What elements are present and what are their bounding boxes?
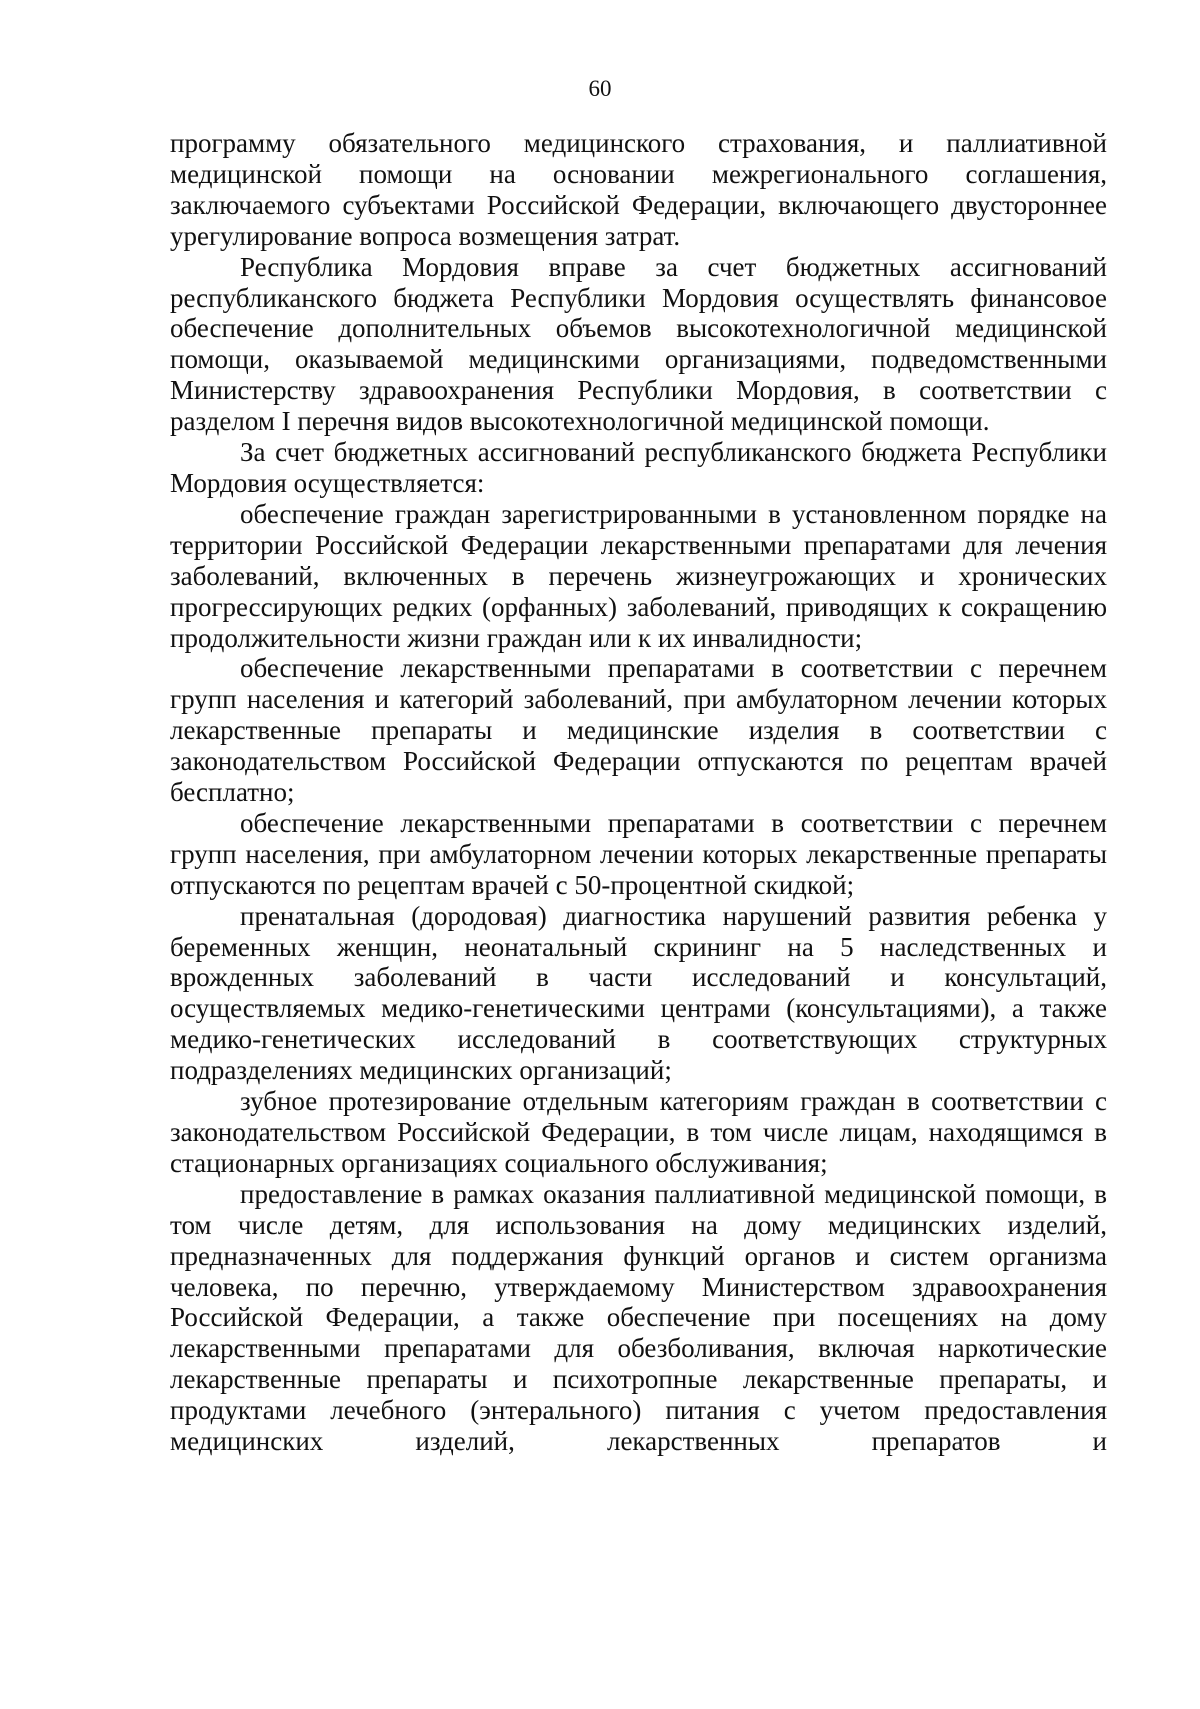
list-item-prenatal-diagnostics: пренатальная (дородовая) диагностика нарушений развития ребенка у беременных женщин, неонатальный скрининг на 5 наследственных и врожденных заболеваний в части исследований и консультаций, осуществляемых медико-генетическими центрами (консультациями), а также медико-генетических исследований в соответствующих структурных подразделениях медицинских организаций; (170, 900, 1107, 1086)
list-item-dental-prosthetics: зубное протезирование отдельным категориям граждан в соответствии с законодательством Российской Федерации, в том числе лицам, находящимся в стационарных организациях социального обслуживания; (170, 1086, 1107, 1178)
paragraph-budget-intro: За счет бюджетных ассигнований республиканского бюджета Республики Мордовия осуществляется: (170, 437, 1107, 498)
list-item-orphan-diseases: обеспечение граждан зарегистрированными в установленном порядке на территории Российской Федерации лекарственными препаратами для лечения заболеваний, включенных в перечень жизнеугрожающих и хронических прогрессирующих редких (орфанных) заболеваний, приводящих к сокращению продолжительности жизни граждан или к их инвалидности; (170, 498, 1107, 653)
paragraph-mordovia-financing: Республика Мордовия вправе за счет бюджетных ассигнований республиканского бюджета Республики Мордовия осуществлять финансовое обеспечение дополнительных объемов высокотехнологичной медицинской помощи, оказываемой медицинскими организациями, подведомственными Министерству здравоохранения Республики Мордовия, в соответствии с разделом I перечня видов высокотехнологичной медицинской помощи. (170, 251, 1107, 437)
list-item-free-medicines: обеспечение лекарственными препаратами в соответствии с перечнем групп населения и категорий заболеваний, при амбулаторном лечении которых лекарственные препараты и медицинские изделия в соответствии с законодательством Российской Федерации отпускаются по рецептам врачей бесплатно; (170, 653, 1107, 808)
paragraph-continuation: программу обязательного медицинского страхования, и паллиативной медицинской помощи на основании межрегионального соглашения, заключаемого субъектами Российской Федерации, включающего двустороннее урегулирование вопроса возмещения затрат. (170, 128, 1107, 251)
list-item-palliative-care: предоставление в рамках оказания паллиативной медицинской помощи, в том числе детям, для использования на дому медицинских изделий, предназначенных для поддержания функций органов и систем организма человека, по перечню, утверждаемому Министерством здравоохранения Российской Федерации, а также обеспечение при посещениях на дому лекарственными препаратами для обезболивания, включая наркотические лекарственные препараты и психотропные лекарственные препараты, и продуктами лечебного (энтерального) питания с учетом предоставления медицинских изделий, лекарственных препаратов и (170, 1178, 1107, 1457)
list-item-discount-medicines: обеспечение лекарственными препаратами в соответствии с перечнем групп населения, при амбулаторном лечении которых лекарственные препараты отпускаются по рецептам врачей с 50-процентной скидкой; (170, 807, 1107, 900)
page-number: 60 (588, 76, 612, 101)
document-body (170, 128, 1107, 1457)
